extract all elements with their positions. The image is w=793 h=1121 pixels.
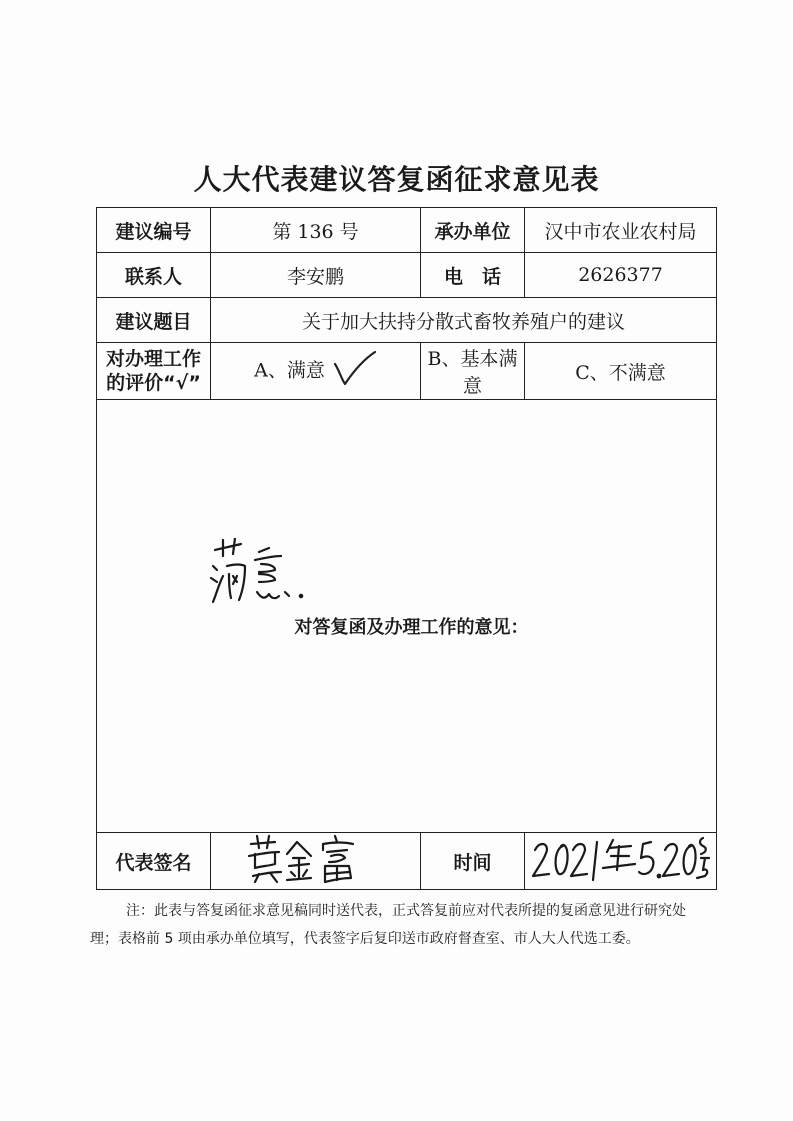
option-a-label: A、满意 bbox=[254, 359, 325, 381]
form-row-topic bbox=[97, 298, 717, 343]
time-label: 时间 bbox=[421, 833, 525, 890]
form-row-contact bbox=[97, 253, 717, 298]
contact-label: 联系人 bbox=[97, 253, 211, 298]
option-b-label: B、基本满意 bbox=[421, 343, 525, 400]
option-c-label: C、不满意 bbox=[525, 343, 717, 400]
rep-signature-cell bbox=[211, 833, 421, 890]
form-row-evaluation bbox=[97, 343, 717, 400]
option-a-cell bbox=[211, 343, 421, 400]
suggestion-no-value: 第 136 号 bbox=[211, 208, 421, 253]
footnote: 注：此表与答复函征求意见稿同时送代表，正式答复前应对代表所提的复函意见进行研究处理；表格前 5 项由承办单位填写，代表签字后复印送市政府督查室、市人大人代选工委。 bbox=[90, 903, 686, 947]
opinion-cell bbox=[97, 400, 717, 833]
rep-signature-handwriting bbox=[241, 834, 391, 884]
evaluation-label-line2: 的评价“√” bbox=[106, 372, 201, 394]
topic-label: 建议题目 bbox=[97, 298, 211, 343]
feedback-form-table bbox=[96, 207, 717, 890]
phone-label: 电 话 bbox=[421, 253, 525, 298]
evaluation-label bbox=[97, 343, 211, 400]
form-row-suggestion-no bbox=[97, 208, 717, 253]
handling-unit-label: 承办单位 bbox=[421, 208, 525, 253]
time-cell bbox=[525, 833, 717, 890]
form-row-opinion bbox=[97, 400, 717, 833]
suggestion-no-label: 建议编号 bbox=[97, 208, 211, 253]
page-title: 人大代表建议答复函征求意见表 bbox=[193, 163, 600, 196]
topic-value: 关于加大扶持分散式畜牧养殖户的建议 bbox=[211, 298, 717, 343]
phone-value: 2626377 bbox=[525, 253, 717, 298]
rep-signature-label: 代表签名 bbox=[97, 833, 211, 890]
form-row-signature bbox=[97, 833, 717, 890]
handling-unit-value: 汉中市农业农村局 bbox=[525, 208, 717, 253]
evaluation-label-line1: 对办理工作 bbox=[105, 348, 201, 370]
opinion-label: 对答复函及办理工作的意见： bbox=[294, 617, 529, 638]
checkmark-icon bbox=[333, 350, 377, 393]
opinion-handwriting bbox=[209, 538, 329, 613]
contact-value: 李安鹏 bbox=[211, 253, 421, 298]
date-handwriting bbox=[531, 834, 711, 884]
